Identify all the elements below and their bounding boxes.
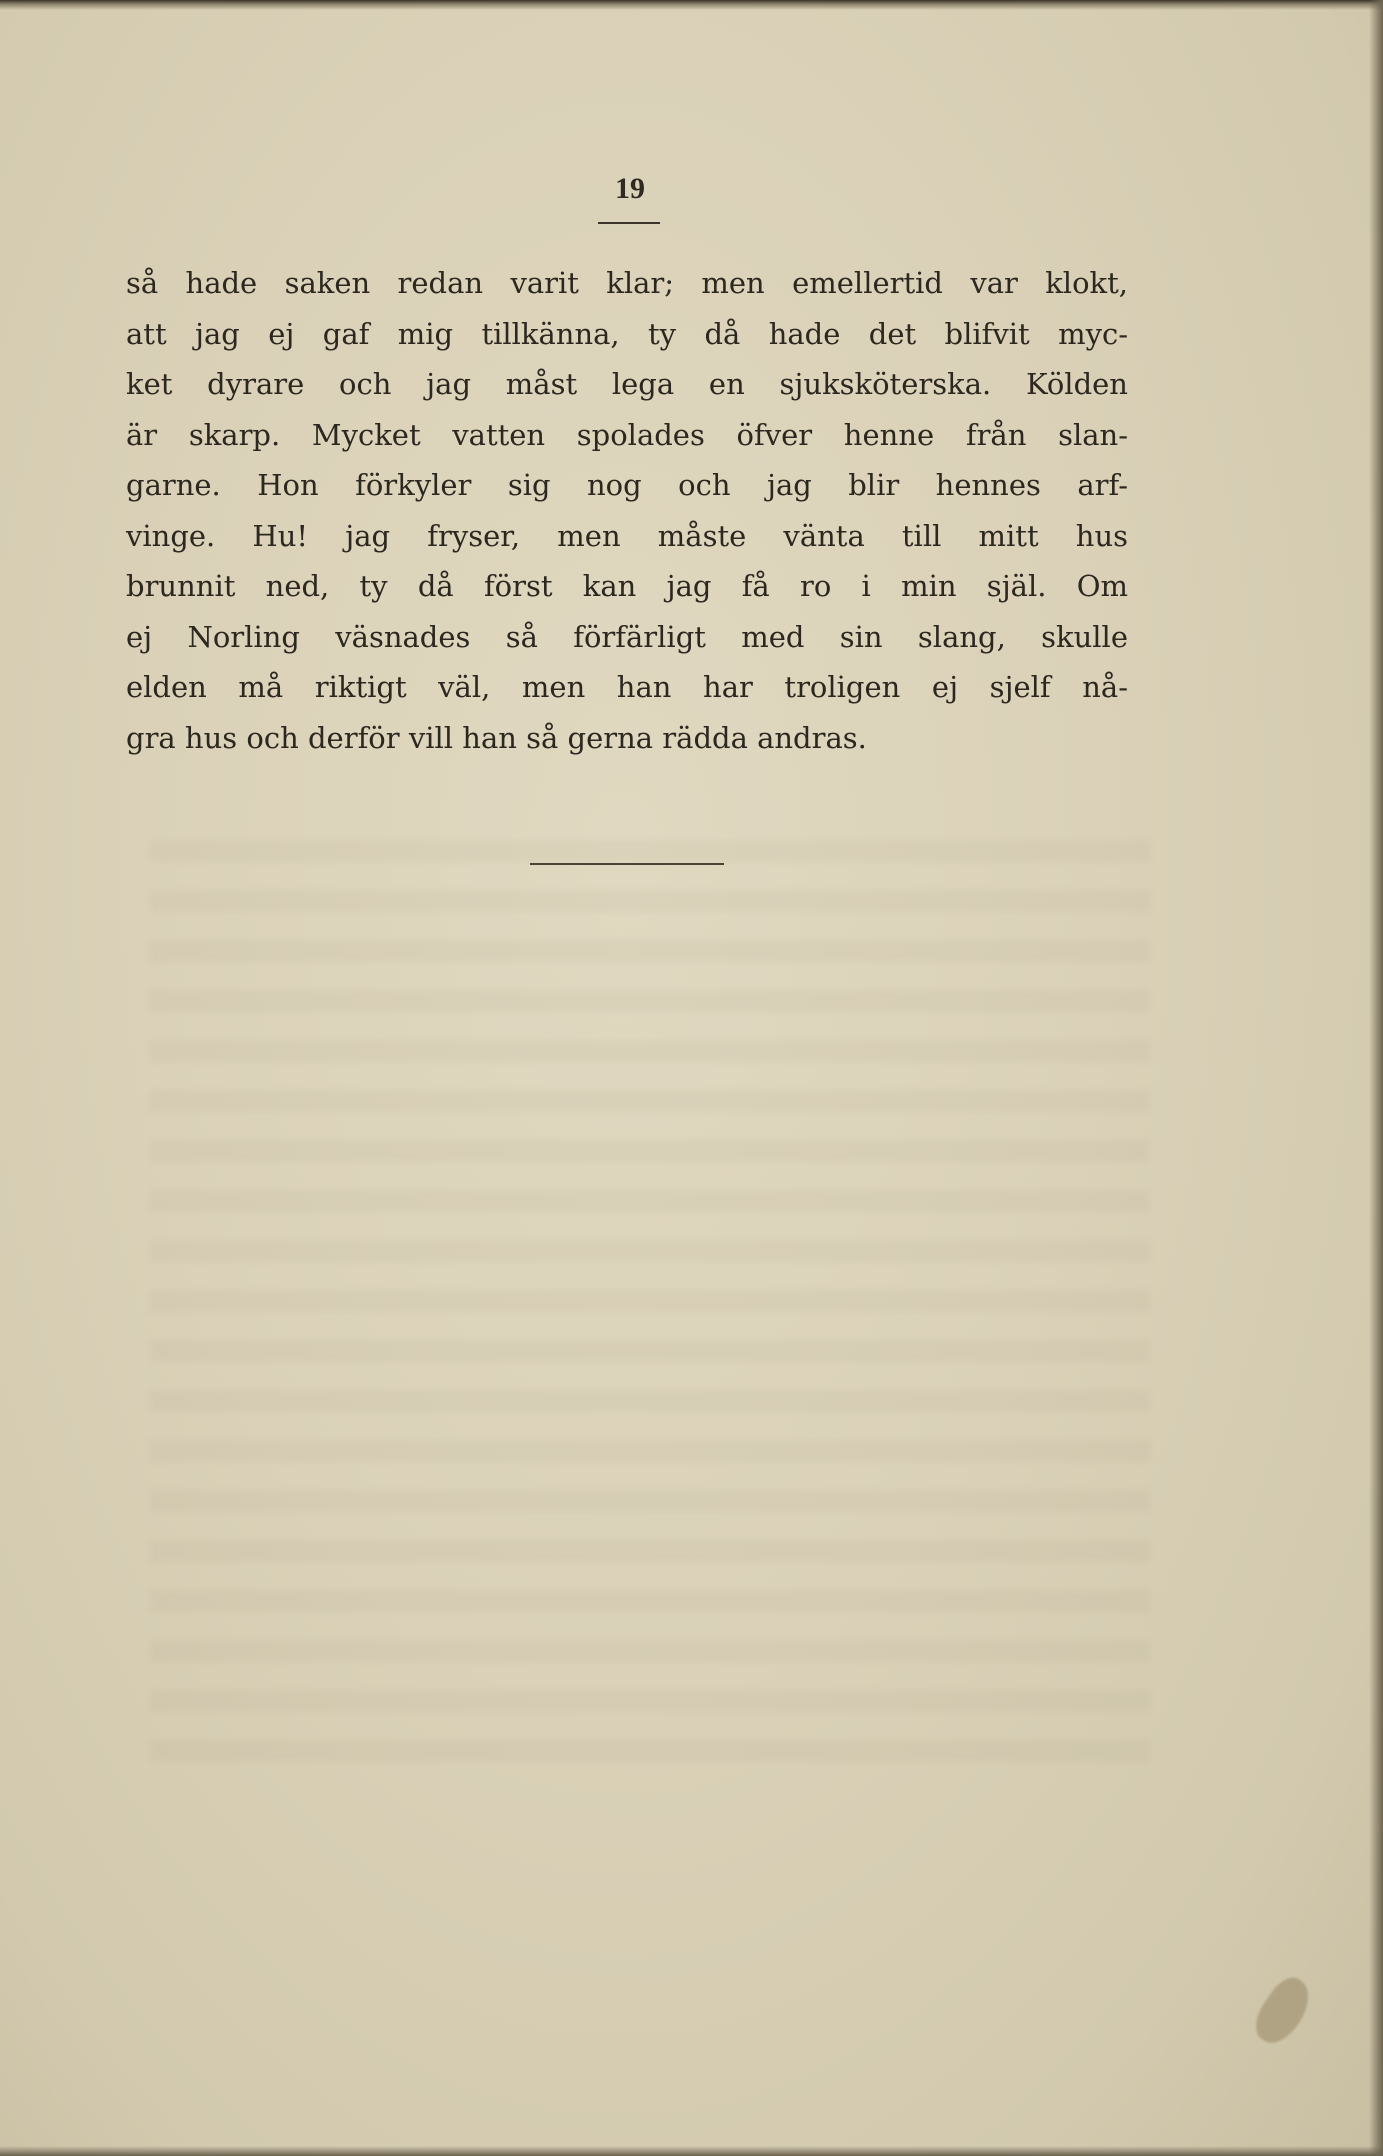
page-edge-top bbox=[0, 0, 1383, 10]
text-line: elden må riktigt väl, men han har troligen ej sjelf nå- bbox=[126, 670, 1128, 704]
text-line: brunnit ned, ty då först kan jag få ro i min själ. Om bbox=[126, 569, 1128, 603]
page-number: 19 bbox=[615, 172, 645, 205]
text-line: så hade saken redan varit klar; men emellertid var klokt, bbox=[126, 266, 1128, 300]
text-line: garne. Hon förkyler sig nog och jag blir hennes arf- bbox=[126, 468, 1128, 502]
text-line: att jag ej gaf mig tillkänna, ty då hade det blifvit myc- bbox=[126, 316, 1128, 351]
text-line: gra hus och derför vill han så gerna rädda andras. bbox=[126, 720, 867, 755]
page-edge-bottom bbox=[0, 2146, 1383, 2156]
text-line: vinge. Hu! jag fryser, men måste vänta till mitt hus bbox=[126, 518, 1128, 553]
page-number-underline bbox=[598, 222, 660, 224]
bleed-through-texture bbox=[150, 840, 1150, 1780]
body-paragraph bbox=[126, 258, 1128, 763]
text-line: ket dyrare och jag måst lega en sjuksköterska. Kölden bbox=[126, 367, 1128, 401]
paper-stain bbox=[1247, 1971, 1320, 2051]
section-end-rule bbox=[530, 863, 724, 865]
page-edge-right bbox=[1369, 0, 1383, 2156]
text-line: ej Norling väsnades så förfärligt med sin slang, skulle bbox=[126, 619, 1128, 654]
text-line: är skarp. Mycket vatten spolades öfver henne från slan- bbox=[126, 417, 1128, 452]
